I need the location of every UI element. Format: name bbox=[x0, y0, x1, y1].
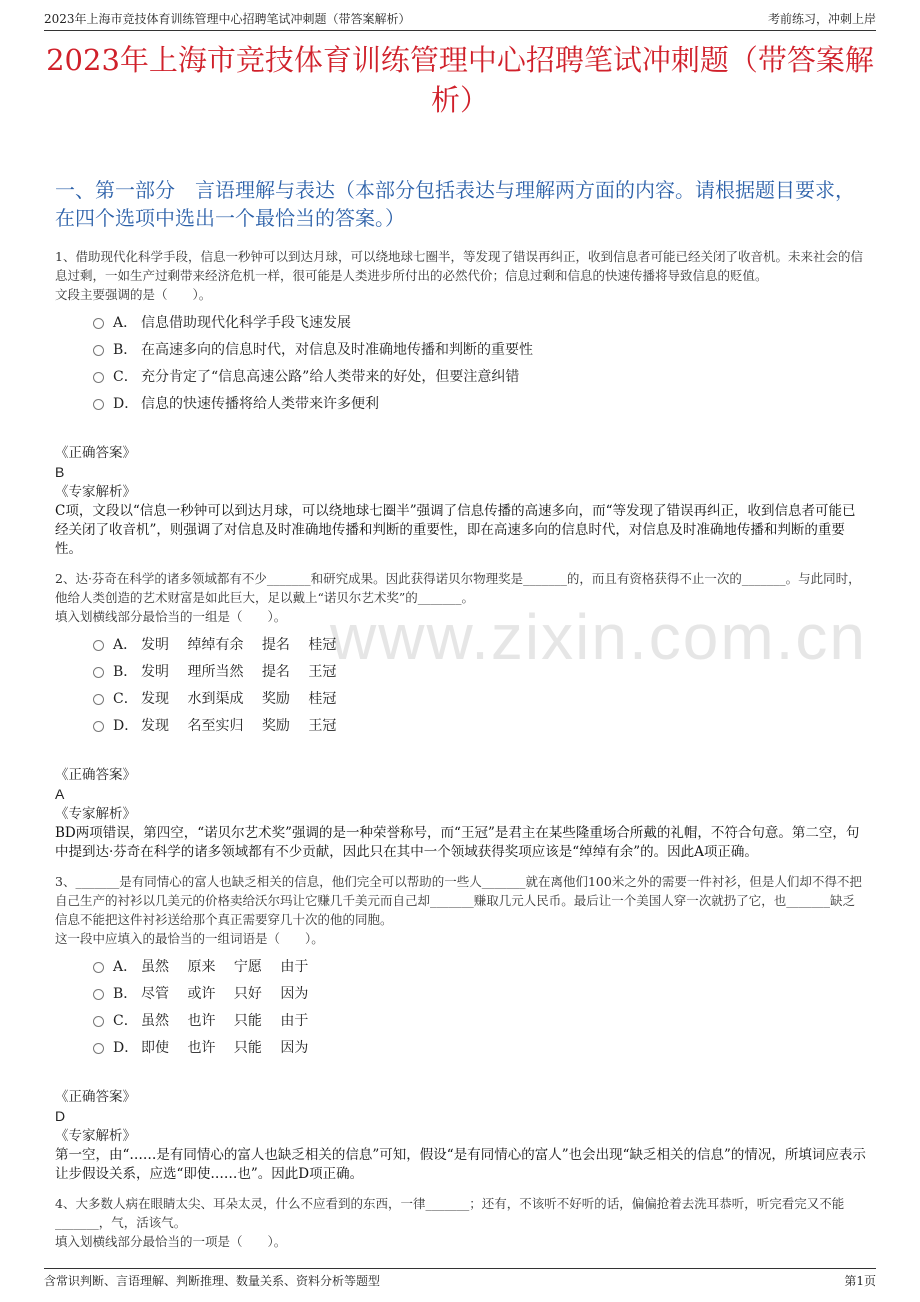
footer-note: 含常识判断、言语理解、判断推理、数量关系、资料分析等题型 bbox=[44, 1274, 381, 1288]
question-stem: 2、达·芬奇在科学的诸多领域都有不少_______和研究成果。因此获得诺贝尔物理奖是_______的，而且有资格获得不止一次的_______。与此同时，他给人类创造的艺术财富是如此巨大，足以戴上“诺贝尔艺术奖”的_______。 bbox=[55, 571, 861, 605]
question-4 bbox=[55, 1194, 867, 1251]
option-a[interactable]: A． 信息借助现代化科学手段飞速发展 bbox=[93, 308, 867, 335]
option-text: 信息的快速传播将给人类带来许多便利 bbox=[141, 395, 379, 412]
option-b[interactable]: B． 发明 理所当然 提名 王冠 bbox=[93, 657, 867, 684]
radio-icon[interactable] bbox=[93, 667, 104, 678]
question-stem: 3、_______是有同情心的富人也缺乏相关的信息，他们完全可以帮助的一些人_______就在离他们100米之外的需要一件衬衫，但是人们却不得不把自己生产的衬衫以几美元的价格卖给沃尔玛让它赚几千美元而自己却_______赚取几元人民币。最后让一个美国人穿一次就扔了它，也_______缺乏信息不能把这件衬衫送给那个真正需要穿几十次的他的同胞。 bbox=[55, 874, 862, 927]
radio-icon[interactable] bbox=[93, 694, 104, 705]
option-c[interactable]: C． 发现 水到渠成 奖励 桂冠 bbox=[93, 684, 867, 711]
question-1 bbox=[55, 247, 867, 559]
watermark: www.zixin.com.cn bbox=[330, 601, 867, 673]
option-c[interactable]: C． 充分肯定了“信息高速公路”给人类带来的好处，但要注意纠错 bbox=[93, 362, 867, 389]
radio-icon[interactable] bbox=[93, 962, 104, 973]
option-a[interactable]: A． 虽然 原来 宁愿 由于 bbox=[93, 952, 867, 979]
radio-icon[interactable] bbox=[93, 640, 104, 651]
option-d[interactable]: D． 即使 也许 只能 因为 bbox=[93, 1033, 867, 1060]
page-number: 第1页 bbox=[844, 1274, 876, 1288]
option-text: 发明 绰绰有余 提名 桂冠 bbox=[141, 636, 337, 653]
option-a[interactable]: A． 发明 绰绰有余 提名 桂冠 bbox=[93, 630, 867, 657]
option-list bbox=[93, 630, 867, 738]
question-list bbox=[55, 247, 867, 1251]
correct-answer: B bbox=[55, 464, 65, 480]
option-text: 发现 水到渠成 奖励 桂冠 bbox=[141, 690, 337, 707]
radio-icon[interactable] bbox=[93, 399, 104, 410]
option-text: 发明 理所当然 提名 王冠 bbox=[141, 663, 337, 680]
option-text: 充分肯定了“信息高速公路”给人类带来的好处，但要注意纠错 bbox=[141, 368, 520, 385]
option-b[interactable]: B． 在高速多向的信息时代，对信息及时准确地传播和判断的重要性 bbox=[93, 335, 867, 362]
question-3 bbox=[55, 872, 867, 1184]
option-c[interactable]: C． 虽然 也许 只能 由于 bbox=[93, 1006, 867, 1033]
option-list bbox=[93, 308, 867, 416]
option-text: 虽然 也许 只能 由于 bbox=[141, 1012, 309, 1029]
question-2 bbox=[55, 569, 867, 862]
analysis-label: 《专家解析》 bbox=[55, 484, 136, 500]
question-prompt: 填入划横线部分最恰当的一项是（ ）。 bbox=[55, 1234, 287, 1249]
radio-icon[interactable] bbox=[93, 345, 104, 356]
option-d[interactable]: D． 发现 名至实归 奖励 王冠 bbox=[93, 711, 867, 738]
option-list bbox=[93, 952, 867, 1060]
header-doc-title: 2023年上海市竞技体育训练管理中心招聘笔试冲刺题（带答案解析） bbox=[44, 12, 411, 26]
page-title: 2023年上海市竞技体育训练管理中心招聘笔试冲刺题（带答案解析） bbox=[46, 43, 874, 117]
radio-icon[interactable] bbox=[93, 1016, 104, 1027]
option-d[interactable]: D． 信息的快速传播将给人类带来许多便利 bbox=[93, 389, 867, 416]
option-text: 即使 也许 只能 因为 bbox=[141, 1039, 309, 1056]
page-header bbox=[44, 10, 876, 31]
question-stem: 4、大多数人病在眼睛太尖、耳朵太灵，什么不应看到的东西，一律_______；还有，不该听不好听的话，偏偏抢着去洗耳恭听，听完看完又不能_______，气，活该气。 bbox=[55, 1196, 845, 1230]
analysis-text: C项，文段以“信息一秒钟可以到达月球，可以绕地球七圈半”强调了信息传播的高速多向，而“等发现了错误再纠正，收到信息者可能已经关闭了收音机”，则强调了对信息及时准确地传播和判断的重要性，即在高速多向的信息时代，对信息及时准确地传播和判断的重要性。 bbox=[55, 503, 856, 557]
question-prompt: 填入划横线部分最恰当的一组是（ ）。 bbox=[55, 609, 287, 624]
correct-answer: A bbox=[55, 786, 65, 802]
section-heading: 一、第一部分 言语理解与表达（本部分包括表达与理解两方面的内容。请根据题目要求，在四个选项中选出一个最恰当的答案。） bbox=[55, 178, 855, 230]
answer-label: 《正确答案》 bbox=[55, 445, 136, 461]
header-slogan: 考前练习，冲刺上岸 bbox=[767, 12, 876, 26]
radio-icon[interactable] bbox=[93, 721, 104, 732]
question-prompt: 这一段中应填入的最恰当的一组词语是（ ）。 bbox=[55, 931, 324, 946]
page-footer bbox=[44, 1268, 876, 1294]
correct-answer: D bbox=[55, 1108, 66, 1124]
option-text: 发现 名至实归 奖励 王冠 bbox=[141, 717, 337, 734]
answer-label: 《正确答案》 bbox=[55, 1089, 136, 1105]
analysis-text: 第一空，由“……是有同情心的富人也缺乏相关的信息”可知，假设“是有同情心的富人”也会出现“缺乏相关的信息”的情况，所填词应表示让步假设关系，应选“即使……也”。因此D项正确。 bbox=[55, 1147, 866, 1182]
option-b[interactable]: B． 尽管 或许 只好 因为 bbox=[93, 979, 867, 1006]
analysis-label: 《专家解析》 bbox=[55, 1128, 136, 1144]
radio-icon[interactable] bbox=[93, 989, 104, 1000]
question-stem: 1、借助现代化科学手段，信息一秒钟可以到达月球，可以绕地球七圈半，等发现了错误再纠正，收到信息者可能已经关闭了收音机。未来社会的信息过剩，一如生产过剩带来经济危机一样，很可能是人类进步所付出的必然代价；信息过剩和信息的快速传播将导致信息的贬值。 bbox=[55, 249, 863, 283]
analysis-text: BD两项错误，第四空，“诺贝尔艺术奖”强调的是一种荣誉称号，而“王冠”是君主在某些隆重场合所戴的礼帽，不符合句意。第二空，句中提到达·芬奇在科学的诸多领域都有不少贡献，因此只在其中一个领域获得奖项应该是“绰绰有余”的。因此A项正确。 bbox=[55, 825, 860, 860]
radio-icon[interactable] bbox=[93, 372, 104, 383]
option-text: 虽然 原来 宁愿 由于 bbox=[141, 958, 309, 975]
radio-icon[interactable] bbox=[93, 318, 104, 329]
radio-icon[interactable] bbox=[93, 1043, 104, 1054]
question-prompt: 文段主要强调的是（ ）。 bbox=[55, 287, 212, 302]
option-text: 尽管 或许 只好 因为 bbox=[141, 985, 309, 1002]
option-text: 在高速多向的信息时代，对信息及时准确地传播和判断的重要性 bbox=[141, 341, 533, 358]
answer-label: 《正确答案》 bbox=[55, 767, 136, 783]
analysis-label: 《专家解析》 bbox=[55, 806, 136, 822]
option-text: 信息借助现代化科学手段飞速发展 bbox=[141, 314, 351, 331]
